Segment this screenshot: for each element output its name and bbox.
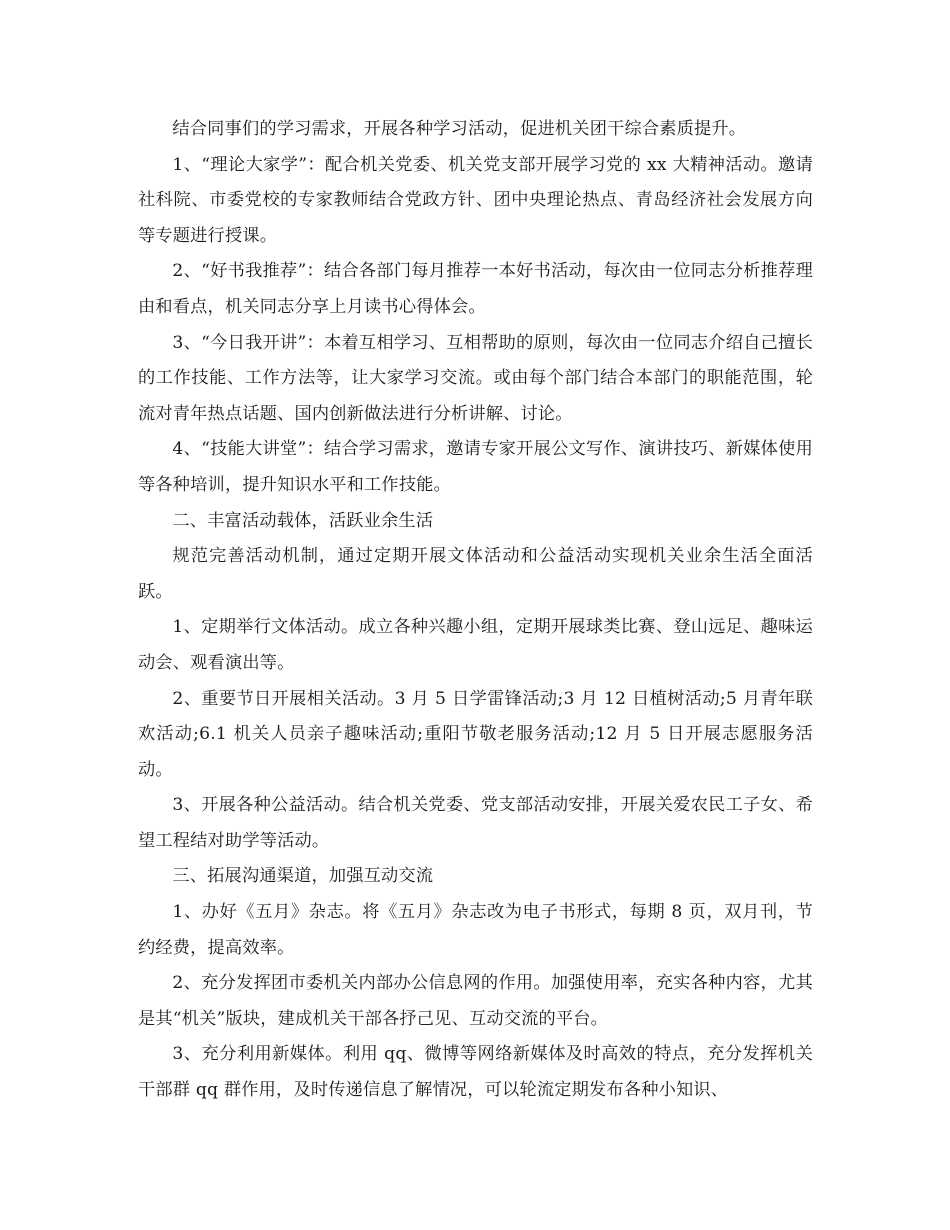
paragraph-theory-study: 1、“理论大家学”：配合机关党委、机关党支部开展学习党的 xx 大精神活动。邀请社科院、市委党校的专家教师结合党政方针、团中央理论热点、青岛经济社会发展方向等专题进行授课。 <box>138 154 813 246</box>
paragraph-book-recommend: 2、“好书我推荐”：结合各部门每月推荐一本好书活动，每次由一位同志分析推荐理由和看点，机关同志分享上月读书心得体会。 <box>138 261 813 317</box>
paragraph-sports-activities: 1、定期举行文体活动。成立各种兴趣小组，定期开展球类比赛、登山远足、趣味运动会、观看演出等。 <box>138 617 813 673</box>
section-heading-2: 二、丰富活动载体，活跃业余生活 <box>172 510 434 531</box>
document-body <box>138 112 813 1109</box>
paragraph-new-media: 3、充分利用新媒体。利用 qq、微博等网络新媒体及时高效的特点，充分发挥机关干部群 qq 群作用，及时传递信息了解情况，可以轮流定期发布各种小知识、 <box>138 1044 813 1101</box>
paragraph-intranet: 2、充分发挥团市委机关内部办公信息网的作用。加强使用率，充实各种内容，尤其是其“机关”版块，建成机关干部各抒己见、互动交流的平台。 <box>138 973 813 1029</box>
paragraph-charity-activities: 3、开展各种公益活动。结合机关党委、党支部活动安排，开展关爱农民工子女、希望工程结对助学等活动。 <box>138 795 813 851</box>
paragraph-skills-lecture: 4、“技能大讲堂”：结合学习需求，邀请专家开展公文写作、演讲技巧、新媒体使用等各种培训，提升知识水平和工作技能。 <box>138 439 813 495</box>
paragraph-today-lecture: 3、“今日我开讲”：本着互相学习、互相帮助的原则，每次由一位同志介绍自己擅长的工作技能、工作方法等，让大家学习交流。或由每个部门结合本部门的职能范围，轮流对青年热点话题、国内创新做法进行分析讲解、讨论。 <box>138 332 813 424</box>
paragraph-magazine: 1、办好《五月》杂志。将《五月》杂志改为电子书形式，每期 8 页，双月刊，节约经费，提高效率。 <box>138 902 813 958</box>
paragraph-holiday-activities: 2、重要节日开展相关活动。3 月 5 日学雷锋活动;3 月 12 日植树活动;5 月青年联欢活动;6.1 机关人员亲子趣味活动;重阳节敬老服务活动;12 月 5 日开展志愿服务活动。 <box>138 688 813 780</box>
paragraph-intro: 结合同事们的学习需求，开展各种学习活动，促进机关团干综合素质提升。 <box>172 119 747 139</box>
paragraph-activity-mechanism: 规范完善活动机制，通过定期开展文体活动和公益活动实现机关业余生活全面活跃。 <box>138 546 813 602</box>
section-heading-3: 三、拓展沟通渠道，加强互动交流 <box>172 866 434 887</box>
